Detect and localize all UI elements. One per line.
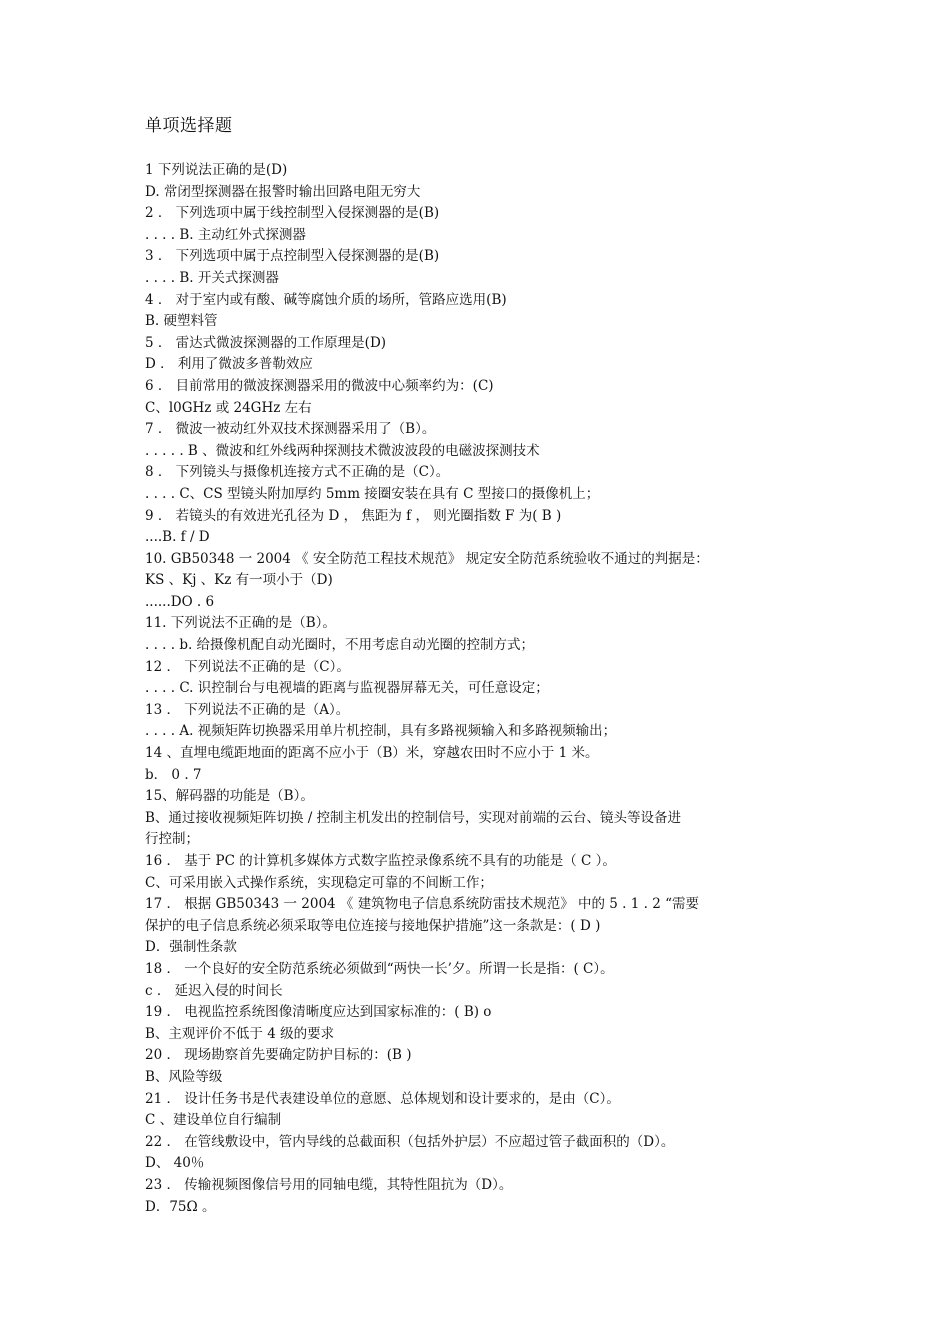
text-line: 13 ． 下列说法不正确的是（A）。 [145, 701, 350, 718]
document-page [145, 112, 825, 1218]
text-line: B、风险等级 [145, 1068, 223, 1085]
text-line: . . . . C. 识控制台与电视墙的距离与监视器屏幕无关，可任意设定； [145, 680, 549, 697]
text-line: . . . . B. 开关式探测器 [145, 269, 279, 286]
text-line: D ． 利用了微波多普勒效应 [145, 356, 313, 373]
text-line: b． 0 . 7 [145, 766, 202, 783]
text-line: . . . . A. 视频矩阵切换器采用单片机控制，具有多路视频输入和多路视频输出； [145, 723, 617, 740]
text-line: B、通过接收视频矩阵切换 / 控制主机发出的控制信号，实现对前端的云台、镜头等设备进 [145, 809, 682, 826]
text-line: 12 ． 下列说法不正确的是（C）。 [145, 658, 350, 675]
text-line: 保护的电子信息系统必须采取等电位连接与接地保护措施”这一条款是：( D ) [145, 917, 601, 934]
text-line: . . . . b. 给摄像机配自动光圈时，不用考虑自动光圈的控制方式； [145, 637, 535, 654]
text-line: ......DO . 6 [145, 593, 215, 610]
text-line: 15、解码器的功能是（B）。 [145, 788, 314, 805]
text-line: 6 ． 目前常用的微波探测器采用的微波中心频率约为：(C) [145, 377, 494, 394]
text-line: 14 、直埋电缆距地面的距离不应小于（B）米，穿越农田时不应小于 1 米。 [145, 745, 599, 762]
text-line: . . . . B. 主动红外式探测器 [145, 226, 306, 243]
text-line: D．强制性条款 [145, 939, 237, 956]
text-line: B、主观评价不低于 4 级的要求 [145, 1025, 335, 1042]
text-line: 8 ． 下列镜头与摄像机连接方式不正确的是（C）。 [145, 464, 450, 481]
text-line: 17 ． 根据 GB50343 一 2004 《 建筑物电子信息系统防雷技术规范》 中的 5 . 1 . 2 “需要 [145, 896, 700, 913]
text-line: D. 常闭型探测器在报警时输出回路电阻无穷大 [145, 183, 421, 200]
text-line: . . . . C、CS 型镜头附加厚约 5mm 接圈安装在具有 C 型接口的摄像机上； [145, 485, 600, 502]
text-line: 21 ． 设计任务书是代表建设单位的意愿、总体规划和设计要求的，是由（C）。 [145, 1090, 620, 1107]
text-line: 19 ． 电视监控系统图像清晰度应达到国家标准的：( B) o [145, 1004, 492, 1021]
text-line: 10. GB50348 一 2004 《 安全防范工程技术规范》 规定安全防范系统验收不通过的判据是： [145, 550, 709, 567]
text-line: 16 ． 基于 PC 的计算机多媒体方式数字监控录像系统不具有的功能是（ C ）。 [145, 853, 616, 869]
text-line: 23 ． 传输视频图像信号用的同轴电缆，其特性阻抗为（D）。 [145, 1176, 513, 1193]
text-line: C、l0GHz 或 24GHz 左右 [145, 399, 312, 416]
text-line: KS 、Kj 、Kz 有一项小于（D) [145, 572, 333, 589]
text-line: 4 ． 对于室内或有酸、碱等腐蚀介质的场所，管路应选用(B) [145, 291, 507, 308]
text-line: . . . . . B 、微波和红外线两种探测技术微波波段的电磁波探测技术 [145, 442, 540, 459]
text-line: 1 下列说法正确的是(D) [145, 162, 288, 178]
text-line: 3 ． 下列选项中属于点控制型入侵探测器的是(B) [145, 248, 440, 265]
text-line: 20 ． 现场勘察首先要确定防护目标的：(B ) [145, 1047, 412, 1064]
text-line: 11. 下列说法不正确的是（B）。 [145, 615, 336, 632]
text-line: C、可采用嵌入式操作系统，实现稳定可靠的不间断工作； [145, 874, 493, 891]
question-list [145, 160, 825, 1218]
text-line: 2 ． 下列选项中属于线控制型入侵探测器的是(B) [145, 205, 440, 222]
text-line: 7 ． 微波一被动红外双技术探测器采用了（B）。 [145, 421, 436, 438]
text-line: c ． 延迟入侵的时间长 [145, 982, 283, 999]
document-title: 单项选择题 [145, 116, 233, 136]
text-line: 行控制； [145, 831, 199, 848]
text-line: 5 ． 雷达式微波探测器的工作原理是(D) [145, 334, 387, 351]
text-line: D．75Ω 。 [145, 1198, 216, 1215]
text-line: 18 ． 一个良好的安全防范系统必须做到“两快一长’夕。所谓一长是指：( C）。 [145, 960, 614, 977]
text-line: B. 硬塑料管 [145, 313, 218, 330]
text-line: D、 40％ [145, 1155, 205, 1172]
text-line: 22 ． 在管线敷设中，管内导线的总截面积（包括外护层）不应超过管子截面积的（D）。 [145, 1133, 675, 1150]
text-line: 9 ． 若镜头的有效进光孔径为 D ， 焦距为 f ， 则光圈指数 F 为( B ) [145, 507, 562, 524]
text-line: ....B. f / D [145, 529, 210, 546]
text-line: C 、建设单位自行编制 [145, 1112, 282, 1129]
